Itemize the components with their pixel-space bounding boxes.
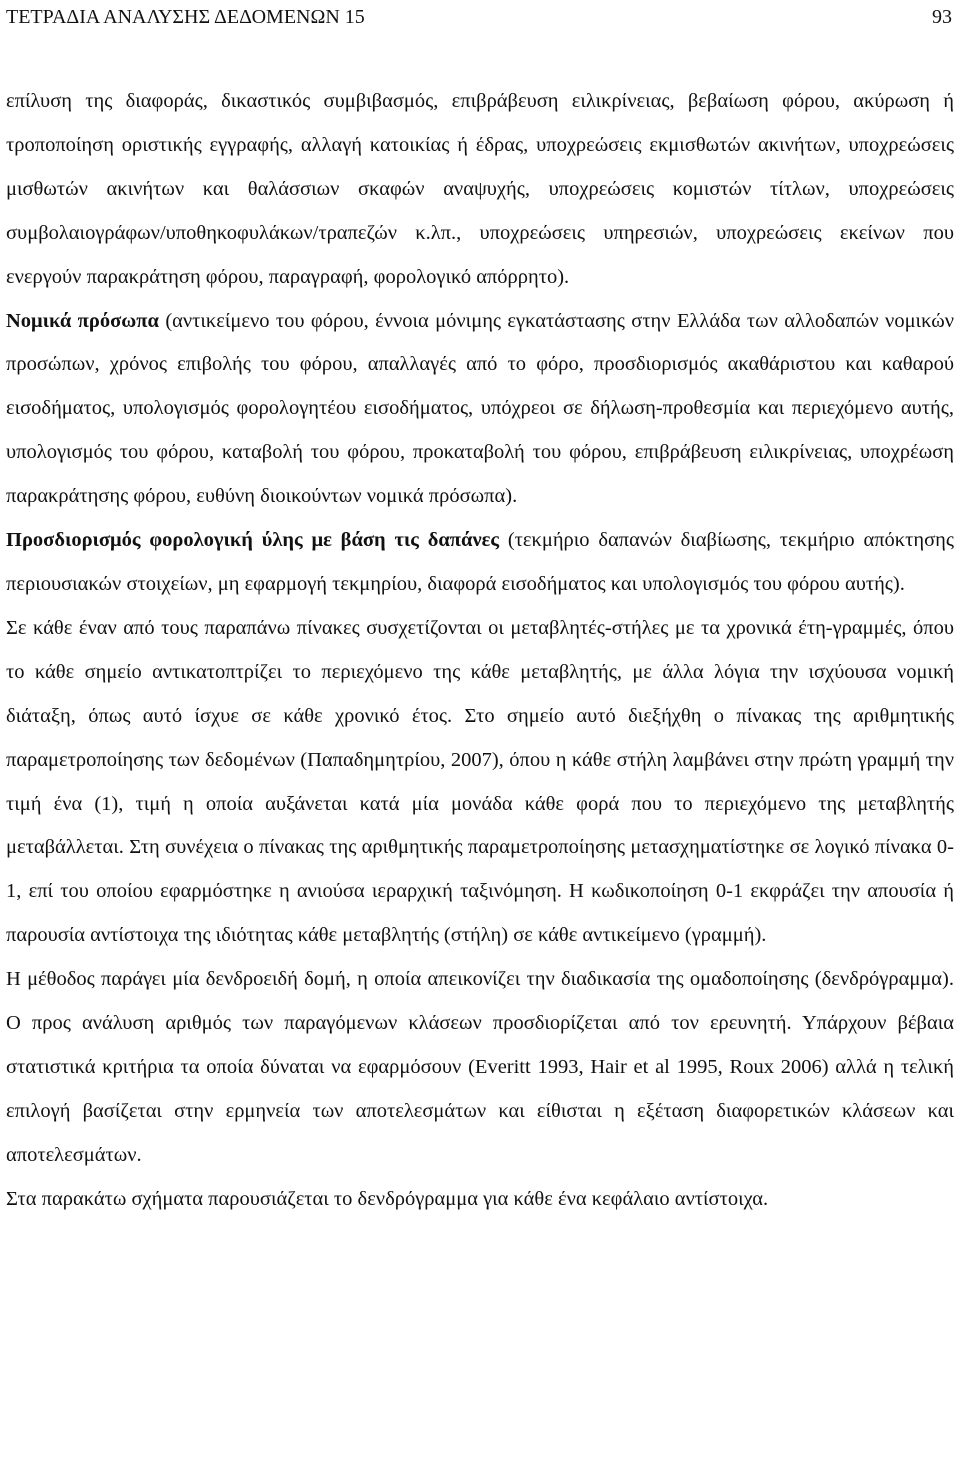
paragraph-text: Στα παρακάτω σχήματα παρουσιάζεται το δενδρόγραμμα για κάθε ένα κεφάλαιο αντίστοιχα. [6, 1187, 769, 1210]
paragraph-method [6, 958, 954, 1178]
paragraph-legal-provisions-continued [6, 80, 954, 300]
page-header [6, 2, 952, 32]
paragraph-text: (τεκμήριο δαπανών διαβίωσης, τεκμήριο απόκτησης περιουσιακών στοιχείων, μη εφαρμογή τεκμηρίου, διαφορά εισοδήματος και υπολογισμός του φόρου αυτής). [6, 529, 954, 595]
paragraph-figures-intro [6, 1178, 954, 1222]
page-body [6, 80, 954, 1222]
paragraph-text: Σε κάθε έναν από τους παραπάνω πίνακες συσχετίζονται οι μεταβλητές-στήλες με τα χρονικά έτη-γραμμές, όπου το κάθε σημείο αντικατοπτρίζει το περιεχόμενο της κάθε μεταβλητής, με άλλα λόγια την ισχύουσα νομική διάταξη, όπως αυτό ίσχυε σε κάθε χρονικό έτος. Στο σημείο αυτό διεξήχθη ο πίνακας της αριθμητικής παραμετροποίησης των δεδομένων (Παπαδημητρίου, 2007), όπου η κάθε στήλη λαμβάνει στην πρώτη γραμμή την τιμή ένα (1), τιμή η οποία αυξάνεται κατά μία μονάδα κάθε φορά που το περιεχόμενο της μεταβλητής μεταβάλλεται. Στη συνέχεια ο πίνακας της αριθμητικής παραμετροποίησης μετασχηματίστηκε σε λογικό πίνακα 0-1, επί του οποίου εφαρμόστηκε η ανιούσα ιεραρχική ταξινόμηση. Η κωδικοποίηση 0-1 εκφράζει την απουσία ή παρουσία αντίστοιχα της ιδιότητας κάθε μεταβλητής (στήλη) σε κάθε αντικείμενο (γραμμή). [6, 616, 954, 947]
paragraph-text: Η μέθοδος παράγει μία δενδροειδή δομή, η οποία απεικονίζει την διαδικασία της ομαδοποίησης (δενδρόγραμμα). Ο προς ανάλυση αριθμός των παραγόμενων κλάσεων προσδιορίζεται από τον ερευνητή. Υπάρχουν βέβαια στατιστικά κριτήρια τα οποία δύναται να εφαρμόσουν (Everitt 1993, Hair et al 1995, Roux 2006) αλλά η τελική επιλογή βασίζεται στην ερμηνεία των αποτελεσμάτων και είθισται η εξέταση διαφορετικών κλάσεων και αποτελεσμάτων. [6, 968, 954, 1166]
paragraph-text: (αντικείμενο του φόρου, έννοια μόνιμης εγκατάστασης στην Ελλάδα των αλλοδαπών νομικών προσώπων, χρόνος επιβολής του φόρου, απαλλαγές από το φόρο, προσδιορισμός ακαθάριστου και καθαρού εισοδήματος, υπολογισμός φορολογητέου εισοδήματος, υπόχρεοι σε δήλωση-προθεσμία και περιεχόμενο αυτής, υπολογισμός του φόρου, καταβολή του φόρου, προκαταβολή του φόρου, επιβράβευση ειλικρίνειας, υποχρέωση παρακράτησης φόρου, ευθύνη διοικούντων νομικά πρόσωπα). [6, 309, 954, 508]
paragraph-heading-legal-entities: Νομικά πρόσωπα [6, 309, 159, 332]
paragraph-heading-expenditure: Προσδιορισμός φορολογική ύλης με βάση τις δαπάνες [6, 529, 500, 552]
paragraph-parametrization [6, 607, 954, 958]
page-number: 93 [932, 6, 952, 28]
paragraph-text: επίλυση της διαφοράς, δικαστικός συμβιβασμός, επιβράβευση ειλικρίνειας, βεβαίωση φόρου, ακύρωση ή τροποποίηση οριστικής εγγραφής, αλλαγή κατοικίας ή έδρας, υποχρεώσεις εκμισθωτών ακινήτων, υποχρεώσεις μισθωτών ακινήτων και θαλάσσιων σκαφών αναψυχής, υποχρεώσεις κομιστών τίτλων, υποχρεώσεις συμβολαιογράφων/υποθηκοφυλάκων/τραπεζών κ.λπ., υποχρεώσεις υπηρεσιών, υποχρεώσεις εκείνων που ενεργούν παρακράτηση φόρου, παραγραφή, φορολογικό απόρρητο). [6, 90, 954, 288]
running-title: ΤΕΤΡΑΔΙΑ ΑΝΑΛΥΣΗΣ ΔΕΔΟΜΕΝΩΝ 15 [6, 6, 365, 28]
paragraph-expenditure-based-assessment [6, 519, 954, 607]
paragraph-legal-entities [6, 300, 954, 520]
